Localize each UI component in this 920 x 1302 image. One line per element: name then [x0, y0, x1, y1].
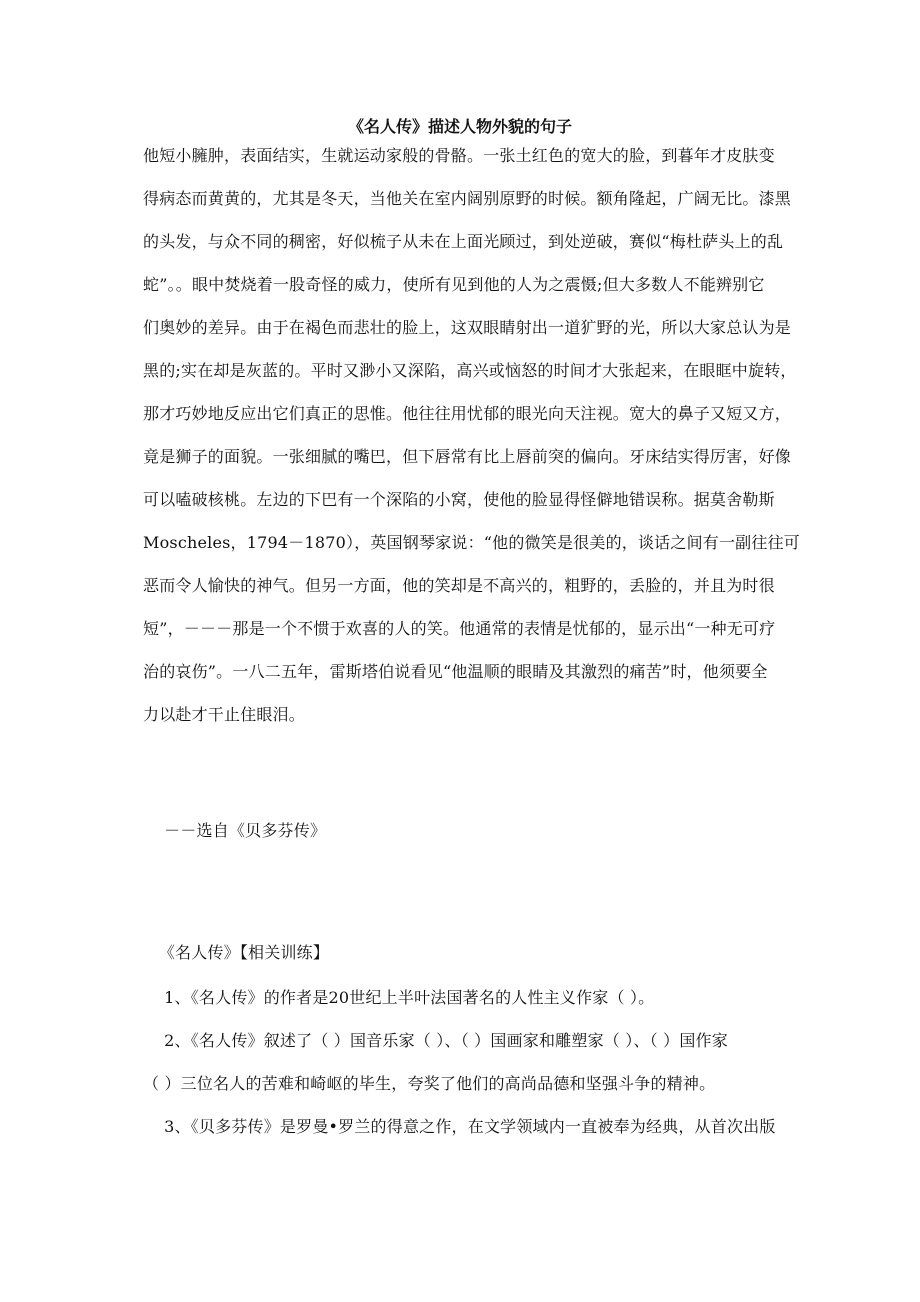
body-line: 得病态而黄黄的，尤其是冬天，当他关在室内阔别原野的时候。额角隆起，广阔无比。漆黑 — [143, 189, 792, 208]
body-line: 短”，－－－那是一个不惯于欢喜的人的笑。他通常的表情是忧郁的，显示出“一种无可疗 — [143, 619, 776, 638]
exercise-line: 1、《名人传》的作者是20世纪上半叶法国著名的人性主义作家（ ）。 — [143, 988, 655, 1007]
body-line: 的头发，与众不同的稠密，好似梳子从未在上面光顾过，到处逆破，赛似“梅杜萨头上的乱 — [143, 232, 784, 251]
exercise-line: 3、《贝多芬传》是罗曼•罗兰的得意之作，在文学领域内一直被奉为经典，从首次出版 — [143, 1117, 776, 1136]
body-line: 们奥妙的差异。由于在褐色而悲壮的脸上，这双眼睛射出一道犷野的光，所以大家总认为是 — [143, 318, 792, 337]
source-attribution: －－选自《贝多芬传》 — [143, 821, 327, 840]
body-line: 可以嗑破核桃。左边的下巴有一个深陷的小窝，使他的脸显得怪僻地错误称。据莫舍勒斯 — [143, 490, 775, 509]
exercise-line: 2、《名人传》叙述了（ ）国音乐家（ ）、（ ）国画家和雕塑家（ ）、（ ）国作家 — [143, 1031, 728, 1050]
body-line: 那才巧妙地反应出它们真正的思惟。他往往用忧郁的眼光向天注视。宽大的鼻子又短又方， — [143, 404, 792, 423]
exercise-line: （ ）三位名人的苦难和崎岖的毕生，夸奖了他们的高尚品德和坚强斗争的精神。 — [143, 1074, 716, 1093]
body-line: 他短小臃肿，表面结实，生就运动家般的骨骼。一张土红色的宽大的脸，到暮年才皮肤变 — [143, 146, 775, 165]
body-line: 竟是狮子的面貌。一张细腻的嘴巴，但下唇常有比上唇前突的偏向。牙床结实得厉害，好像 — [143, 447, 792, 466]
document-title: 《名人传》描述人物外貌的句子 — [347, 117, 572, 136]
body-line: 治的哀伤”。一八二五年，雷斯塔伯说看见“他温顺的眼睛及其激烈的痛苦”时，他须要全 — [143, 662, 768, 681]
body-line: 恶而令人愉快的神气。但另一方面，他的笑却是不高兴的，粗野的，丢脸的，并且为时很 — [143, 576, 775, 595]
body-line: 力以赴才干止住眼泪。 — [143, 705, 306, 724]
body-line: 黑的;实在却是灰蓝的。平时又渺小又深陷，高兴或恼怒的时间才大张起来，在眼眶中旋转， — [143, 361, 797, 380]
body-line: 蛇”。。眼中焚烧着一股奇怪的威力，使所有见到他的人为之震慑;但大多数人不能辨别它 — [143, 275, 765, 294]
body-line: Moscheles，1794－1870），英国钢琴家说：“他的微笑是很美的，谈话之间有一副往往可 — [143, 533, 800, 552]
exercise-heading: 《名人传》【相关训练】 — [143, 943, 330, 962]
